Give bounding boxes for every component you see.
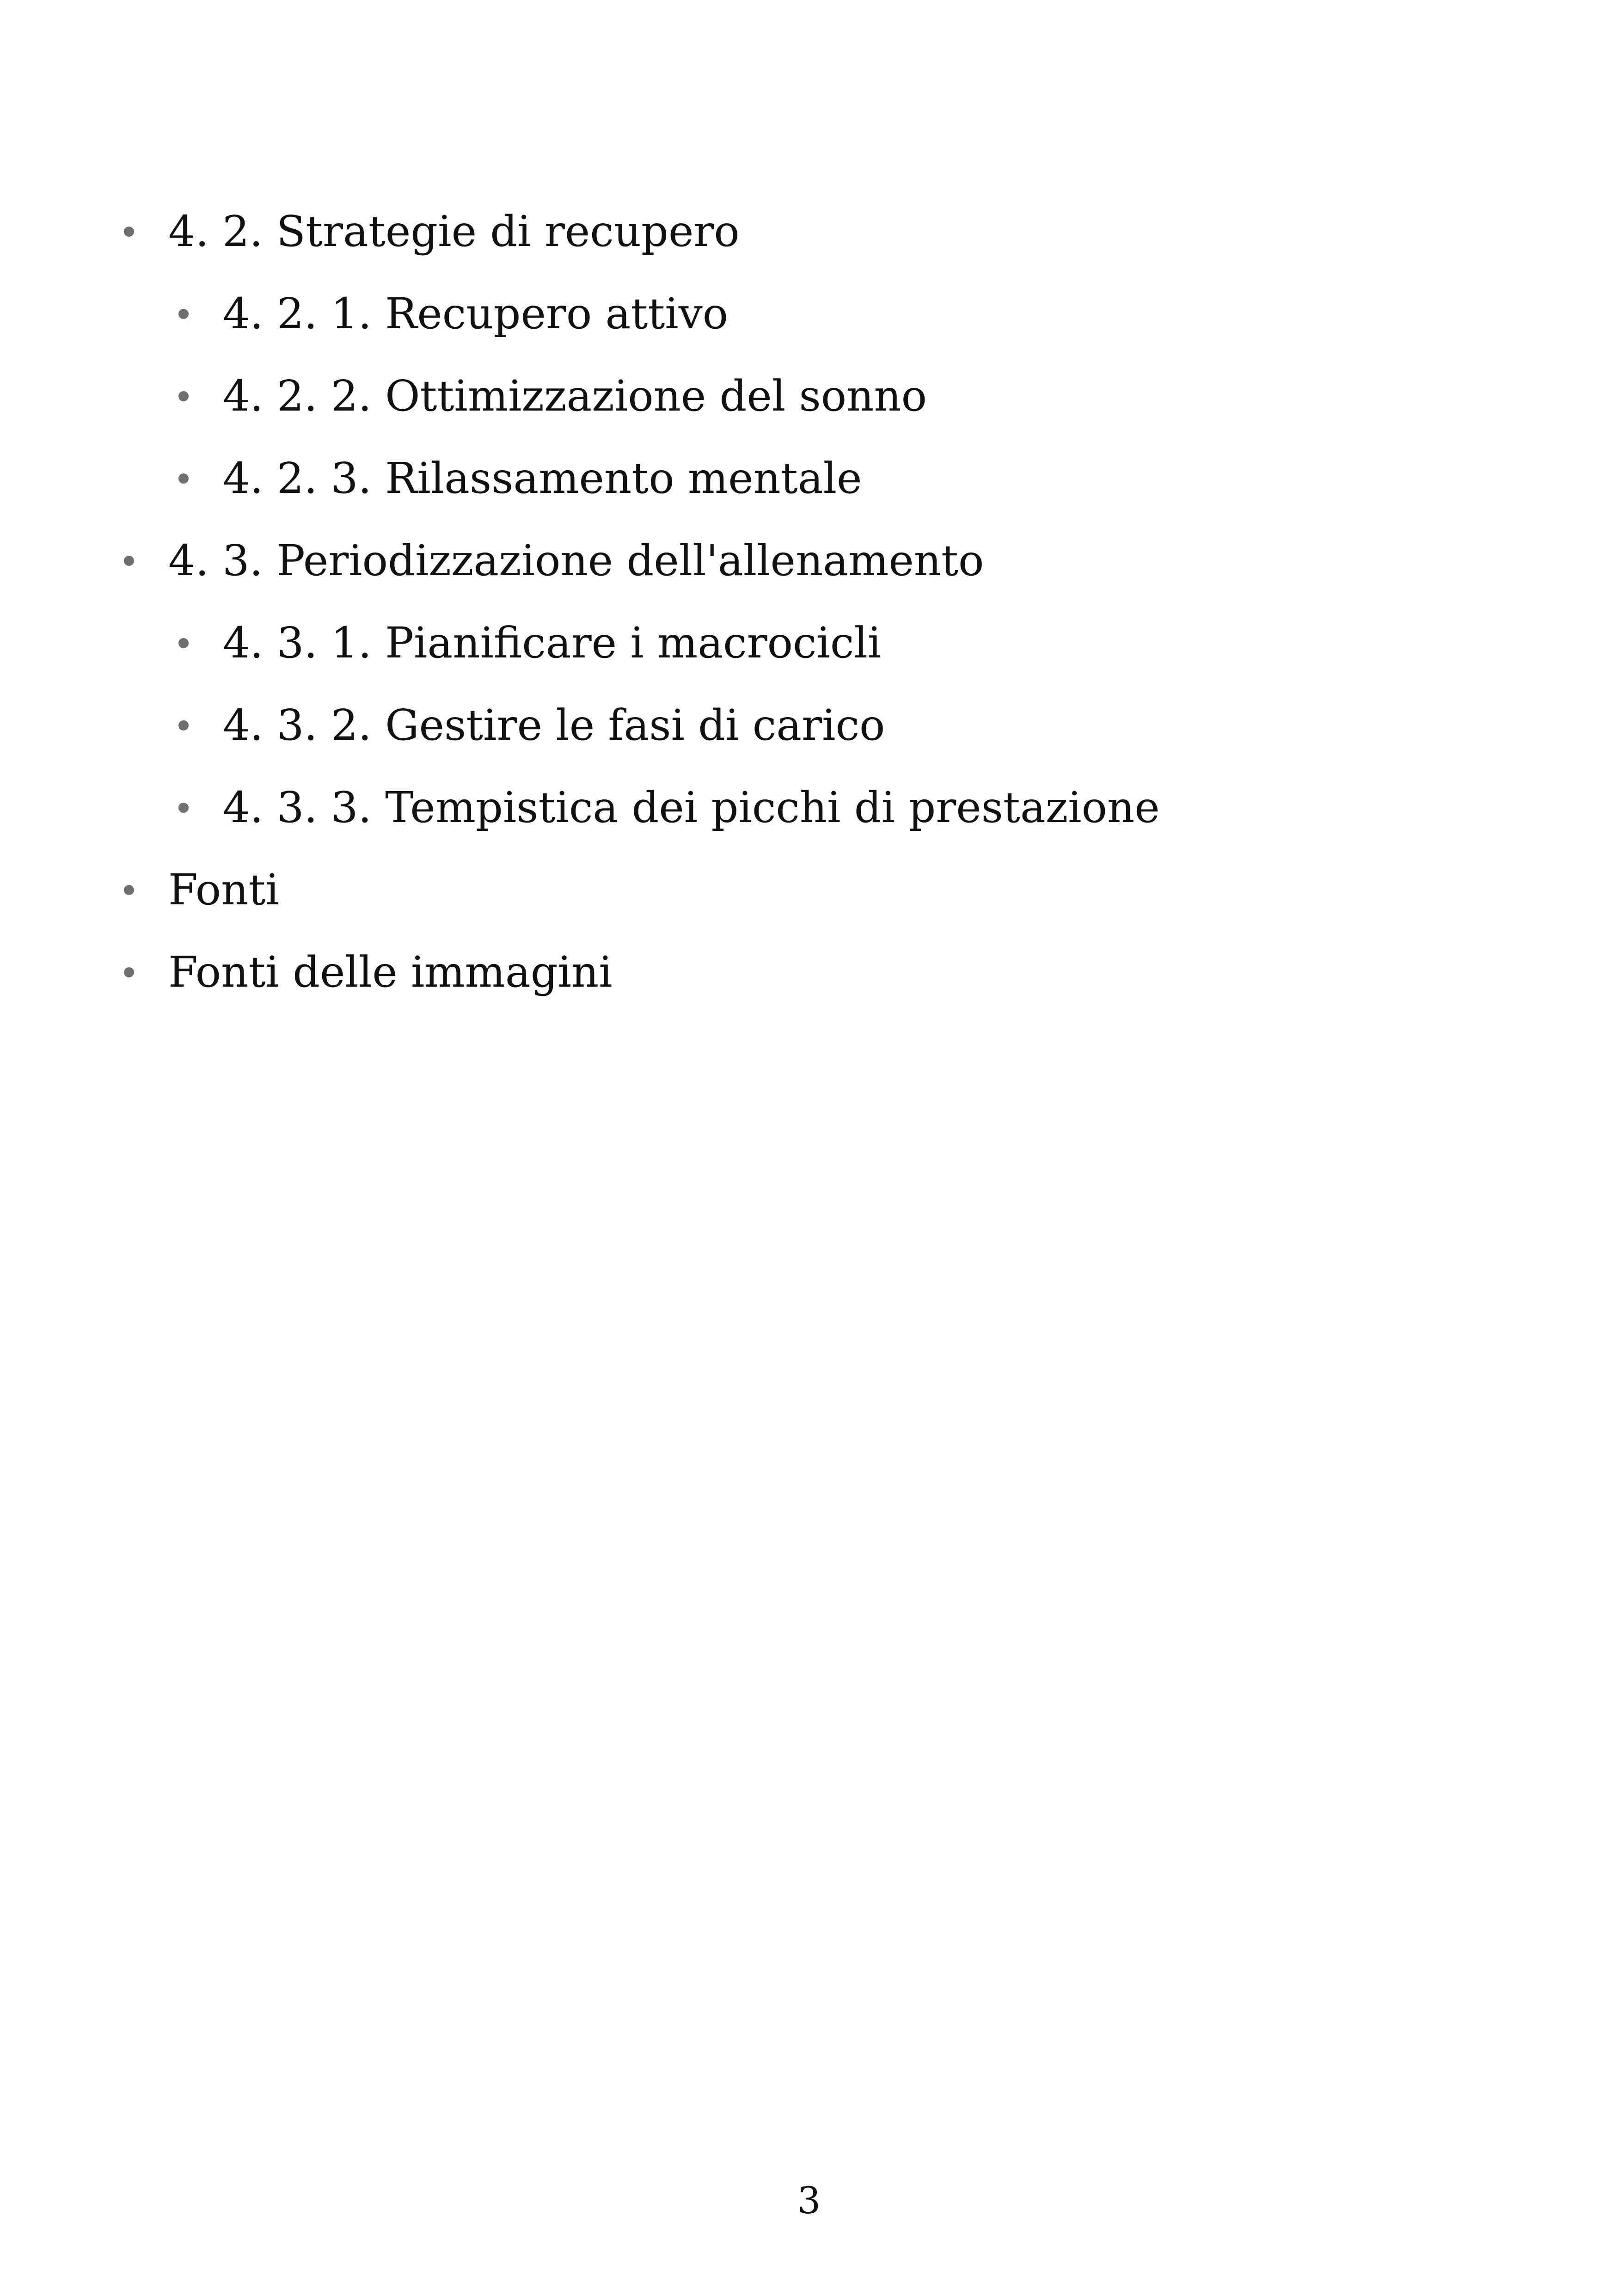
toc-item-label: 4. 3. Periodizzazione dell'allenamento (168, 536, 984, 585)
toc-item-label: 4. 2. 1. Recupero attivo (223, 289, 729, 338)
toc-item-label: 4. 3. 3. Tempistica dei picchi di prestazione (223, 783, 1160, 832)
bullet-icon (178, 309, 189, 319)
toc-item[interactable] (178, 273, 728, 355)
toc-item-label: Fonti delle immagini (168, 947, 613, 997)
bullet-icon (178, 638, 189, 648)
bullet-icon (178, 803, 189, 813)
toc-item[interactable] (124, 520, 984, 602)
bullet-icon (178, 720, 189, 731)
bullet-icon (124, 885, 134, 895)
toc-item[interactable] (178, 684, 885, 767)
toc-item[interactable] (178, 767, 1160, 849)
toc-item[interactable] (124, 931, 613, 1013)
table-of-contents (0, 0, 1618, 1063)
bullet-icon (178, 391, 189, 401)
toc-item[interactable] (178, 355, 927, 437)
toc-item-label: 4. 2. Strategie di recupero (168, 207, 740, 256)
bullet-icon (124, 556, 134, 566)
toc-item[interactable] (124, 190, 740, 273)
toc-item-label: 4. 3. 2. Gestire le fasi di carico (223, 700, 885, 750)
toc-item-label: Fonti (168, 865, 279, 915)
bullet-icon (178, 473, 189, 484)
bullet-icon (124, 967, 134, 977)
toc-item[interactable] (124, 849, 279, 931)
toc-item-label: 4. 3. 1. Pianificare i macrocicli (223, 618, 882, 668)
toc-item[interactable] (178, 437, 862, 520)
toc-item-label: 4. 2. 2. Ottimizzazione del sonno (223, 371, 927, 421)
bullet-icon (124, 227, 134, 237)
page-number: 3 (797, 2179, 821, 2222)
toc-item[interactable] (178, 602, 881, 684)
toc-item-label: 4. 2. 3. Rilassamento mentale (223, 454, 862, 503)
